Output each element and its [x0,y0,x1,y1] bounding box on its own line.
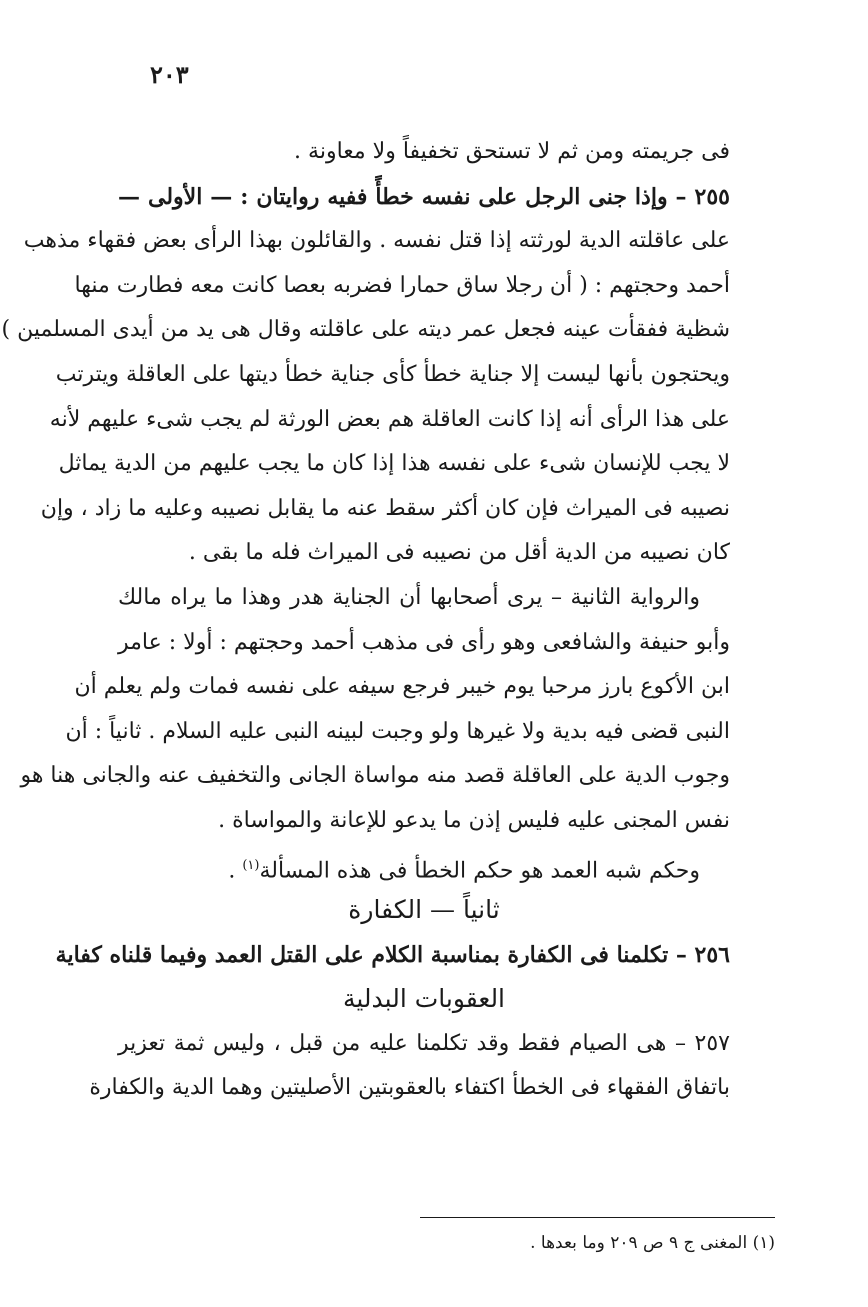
text-line: نفس المجنى عليه فليس إذن ما يدعو للإعانة والمواساة . [218,807,730,833]
text-line: كان نصيبه من الدية أقل من نصيبه فى الميراث فله ما بقى . [188,540,730,566]
text-line: باتفاق الفقهاء فى الخطأ اكتفاء بالعقوبتين الأصليتين وهما الدية والكفارة [89,1075,730,1101]
section-257-line: ٢٥٧ – هى الصيام فقط وقد تكلمنا عليه من قبل ، وليس ثمة تعزير [118,1030,730,1056]
text-line: أحمد وحجتهم : ( أن رجلا ساق حمارا فضربه بعصا كانت معه فطارت منها [74,272,730,298]
section-256-line: ٢٥٦ – تكلمنا فى الكفارة بمناسبة الكلام على القتل العمد وفيما قلناه كفاية [55,941,730,968]
section-heading-kaffara: ثانياً — الكفارة [348,895,500,925]
footnote-divider [420,1217,775,1218]
text-line: على هذا الرأى أنه إذا كانت العاقلة هم بعض الورثة لم يجب شىء عليهم لأنه [49,406,730,432]
text-line: ويحتجون بأنها ليست إلا جناية خطأ كأى جناية خطأ ديتها على العاقلة ويترتب [55,361,730,387]
text-line: ابن الأكوع بارز مرحبا يوم خيبر فرجع سيفه على نفسه فمات ولم يعلم أن [74,674,730,700]
text-line: وجوب الدية على العاقلة قصد منه مواساة الجانى والتخفيف عنه والجانى هنا هو [20,763,730,789]
footnote-ref: (١) [242,857,260,873]
footnote: (١) المغنى ج ٩ ص ٢٠٩ وما بعدها . [530,1233,775,1253]
text-line: شظية ففقأت عينه فجعل عمر ديته على عاقلته وقال هى يد من أيدى المسلمين ) [1,317,730,343]
text-line: فى جريمته ومن ثم لا تستحق تخفيفاً ولا معاونة . [294,139,730,164]
text-line: والرواية الثانية – يرى أصحابها أن الجناية هدر وهذا ما يراه مالك [118,584,700,610]
page-number: ٢٠٣ [150,60,189,89]
text-line: وحكم شبه العمد هو حكم الخطأ فى هذه المسألة [259,857,700,883]
text-line: وأبو حنيفة والشافعى وهو رأى فى مذهب أحمد وحجتهم : أولا : عامر [118,629,730,655]
text-line: النبى قضى فيه بدية ولا غيرها ولو وجبت لبينه النبى عليه السلام . ثانياً : أن [65,718,730,744]
text-line-with-footnote: وحكم شبه العمد هو حكم الخطأ فى هذه المسألة$^{(١)}$ . [228,857,700,883]
body-text [1,130,730,1111]
text-line: لا يجب للإنسان شىء على نفسه هذا إذا كان ما يجب عليهم من الدية يماثل [58,451,730,477]
section-heading-alternative-penalties: العقوبات البدلية [342,984,506,1014]
section-255-line: ٢٥٥ – وإذا جنى الرجل على نفسه خطأً ففيه روايتان : — الأولى — [118,183,730,210]
text-line: نصيبه فى الميراث فإن كان أكثر سقط عنه ما يقابل نصيبه وعليه ما زاد ، وإن [40,495,730,521]
text-line: على عاقلته الدية لورثته إذا قتل نفسه . والقائلون بهذا الرأى بعض فقهاء مذهب [23,228,730,254]
